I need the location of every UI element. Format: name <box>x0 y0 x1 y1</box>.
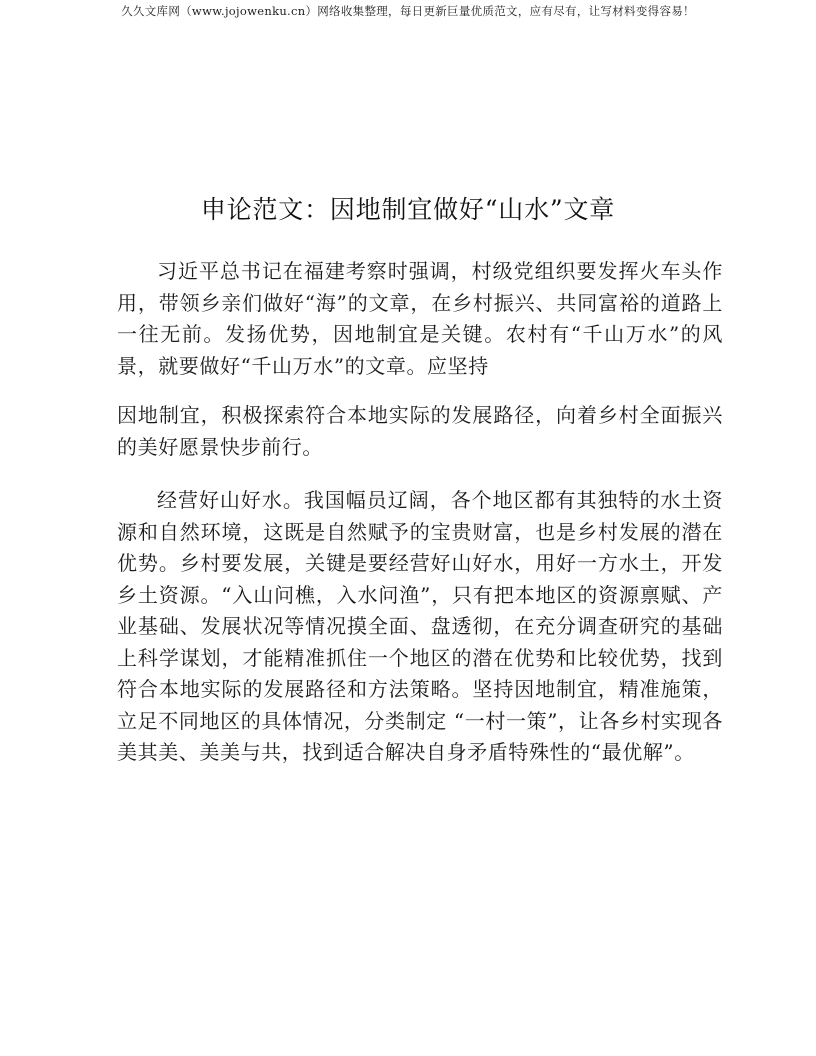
paragraph-continuation: 因地制宜，积极探索符合本地实际的发展路径，向着乡村全面振兴的美好愿景快步前行。 <box>117 403 723 459</box>
paragraph-mountains-waters: 经营好山好水。我国幅员辽阔，各个地区都有其独特的水土资源和自然环境，这既是自然赋予的宝贵财富，也是乡村发展的潜在优势。乡村要发展，关键是要经营好山好水，用好一方水土，开发乡土资源。“入山问樵，入水问渔”，只有把本地区的资源禀赋、产业基础、发展状况等情况摸全面、盘透彻，在充分调查研究的基础上科学谋划，才能精准抓住一个地区的潜在优势和比较优势，找到符合本地实际的发展路径和方法策略。坚持因地制宜，精准施策，立足不同地区的具体情况，分类制定 “一村一策”，让各乡村实现各美其美、美美与共，找到适合解决自身矛盾特殊性的“最优解”。 <box>117 488 723 764</box>
paragraph-intro: 习近平总书记在福建考察时强调，村级党组织要发挥火车头作用，带领乡亲们做好“海”的文章，在乡村振兴、共同富裕的道路上一往无前。发扬优势，因地制宜是关键。农村有“千山万水”的风景，就要做好“千山万水”的文章。应坚持 <box>117 259 723 378</box>
site-header-banner: 久久文库网（www.jojowenku.cn）网络收集整理，每日更新巨量优质范文，应有尽有，让写材料变得容易！ <box>121 4 695 18</box>
document-title: 申论范文：因地制宜做好“山水”文章 <box>200 195 616 224</box>
